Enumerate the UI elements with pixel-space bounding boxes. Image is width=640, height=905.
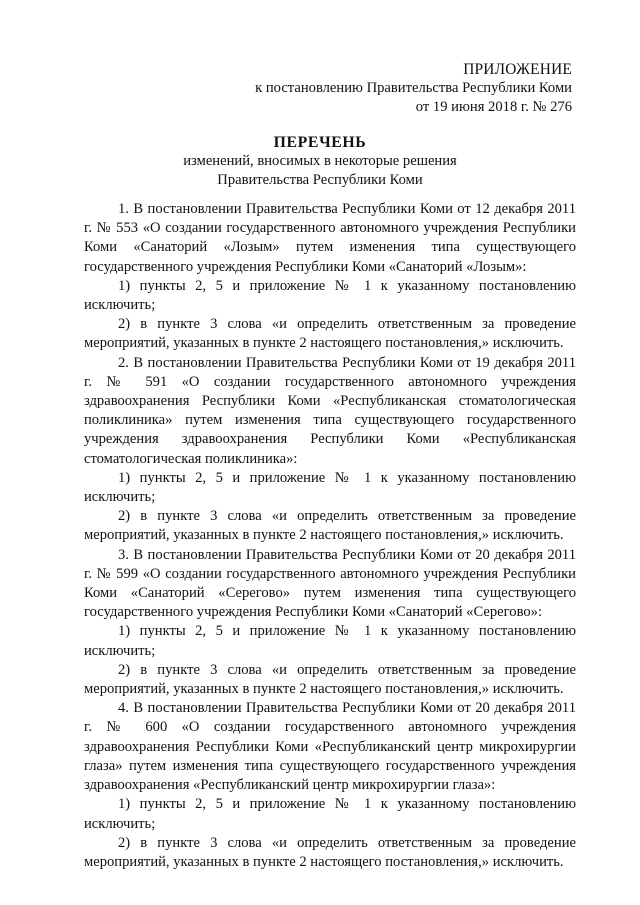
title-heading: ПЕРЕЧЕНЬ xyxy=(273,134,367,151)
appendix-reference: к постановлению Правительства Республики Коми xyxy=(255,80,572,96)
document-body xyxy=(84,200,576,872)
item-4-intro: 4. В постановлении Правительства Республики Коми от 20 декабря 2011 г. № 600 «О создании государственного автономного учреждения здравоохранения Республики Коми «Республиканский центр микрохирургии глаза» путем изменения типа существующего государственного учреждения здравоохранения «Республиканский центр микрохирургии глаза»: xyxy=(84,700,576,794)
item-1-intro: 1. В постановлении Правительства Республики Коми от 12 декабря 2011 г. № 553 «О создании государственного автономного учреждения Республики Коми «Санаторий «Лозым» путем изменения типа существующего государственного учреждения Республики Коми «Санаторий «Лозым»: xyxy=(84,201,576,275)
item-2-subpoint-2: 2) в пункте 3 слова «и определить ответственным за проведение мероприятий, указанных в пункте 2 настоящего постановления,» исключить. xyxy=(84,508,576,544)
item-3-subpoint-1: 1) пункты 2, 5 и приложение № 1 к указанному постановлению исключить; xyxy=(84,623,576,659)
appendix-header xyxy=(255,60,572,117)
item-1-subpoint-1: 1) пункты 2, 5 и приложение № 1 к указанному постановлению исключить; xyxy=(84,277,576,314)
item-2-subpoint-1: 1) пункты 2, 5 и приложение № 1 к указанному постановлению исключить; xyxy=(84,469,576,506)
appendix-label: ПРИЛОЖЕНИЕ xyxy=(463,61,572,78)
item-3-subpoint-2: 2) в пункте 3 слова «и определить ответственным за проведение мероприятий, указанных в пункте 2 настоящего постановления,» исключить. xyxy=(84,661,576,698)
appendix-date: от 19 июня 2018 г. № 276 xyxy=(415,99,572,115)
document-title xyxy=(0,133,640,190)
item-1-subpoint-2: 2) в пункте 3 слова «и определить ответственным за проведение мероприятий, указанных в пункте 2 настоящего постановления,» исключить. xyxy=(84,316,576,352)
title-subtitle-line1: изменений, вносимых в некоторые решения xyxy=(183,153,457,169)
title-subtitle-line2: Правительства Республики Коми xyxy=(217,172,423,188)
item-4-subpoint-1: 1) пункты 2, 5 и приложение № 1 к указанному постановлению исключить; xyxy=(84,796,576,832)
item-3-intro: 3. В постановлении Правительства Республики Коми от 20 декабря 2011 г. № 599 «О создании государственного автономного учреждения Республики Коми «Санаторий «Серегово» путем изменения типа существующего государственного учреждения Республики Коми «Санаторий «Серегово»: xyxy=(84,546,576,621)
item-4-subpoint-2: 2) в пункте 3 слова «и определить ответственным за проведение мероприятий, указанных в пункте 2 настоящего постановления,» исключить. xyxy=(84,834,576,870)
item-2-intro: 2. В постановлении Правительства Республики Коми от 19 декабря 2011 г. № 591 «О создании государственного автономного учреждения здравоохранения Республики Коми «Республиканская стоматологическая поликлиника» путем изменения типа существующего государственного учреждения здравоохранения Республики Коми «Республиканская стоматологическая поликлиника»: xyxy=(84,354,576,467)
